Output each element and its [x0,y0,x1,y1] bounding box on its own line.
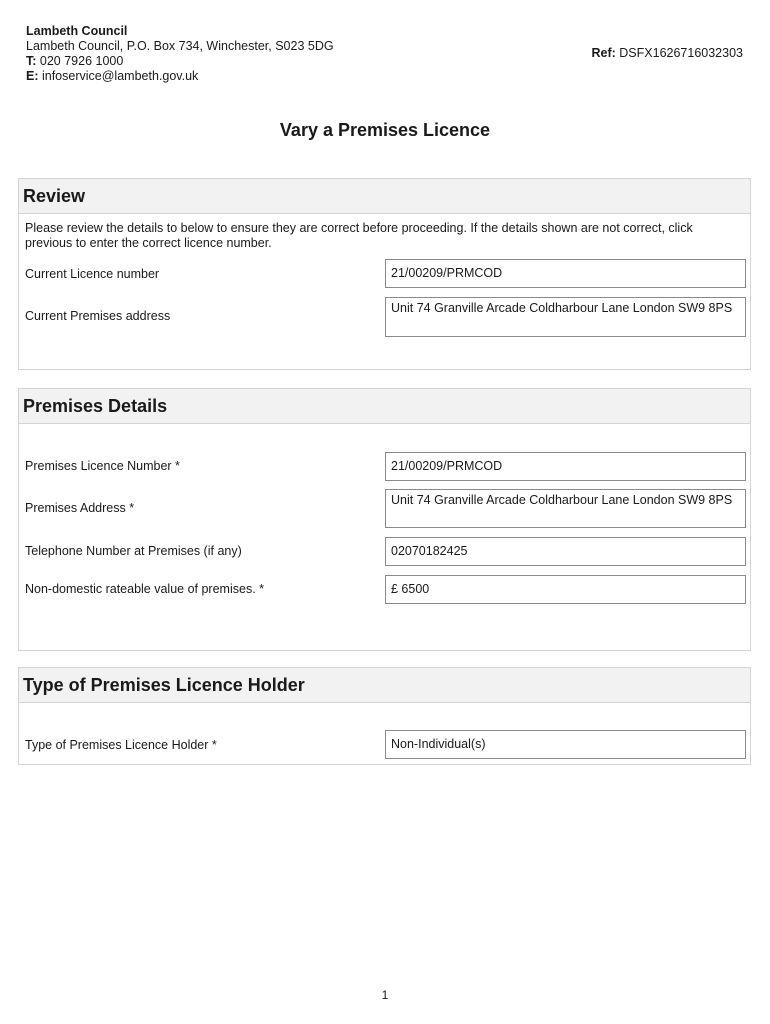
phone-label: T: [26,54,37,68]
page-number: 1 [381,988,389,1002]
ref-value: DSFX1626716032303 [619,46,743,60]
org-email: infoservice@lambeth.gov.uk [41,69,199,83]
current-address-field[interactable]: Unit 74 Granville Arcade Coldharbour Lane London SW9 8PS [385,297,746,337]
email-label: E: [26,69,39,83]
licence-number-field[interactable]: 21/00209/PRMCOD [385,452,746,481]
rateable-value-label: Non-domestic rateable value of premises. * [25,582,265,596]
current-licence-field[interactable]: 21/00209/PRMCOD [385,259,746,288]
holder-section [18,667,751,765]
telephone-field[interactable]: 02070182425 [385,537,746,566]
telephone-label: Telephone Number at Premises (if any) [25,544,242,558]
org-phone-line [26,54,334,69]
review-section [18,178,751,370]
premises-address-label: Premises Address * [25,501,135,515]
review-intro: Please review the details to below to ensure they are correct before proceeding. If the details shown are not correct, click previous to enter the correct licence number. [25,221,693,250]
licence-number-label: Premises Licence Number * [25,459,180,473]
premises-address-field[interactable]: Unit 74 Granville Arcade Coldharbour Lane London SW9 8PS [385,489,746,528]
holder-heading: Type of Premises Licence Holder [19,668,750,703]
holder-type-label: Type of Premises Licence Holder * [25,738,217,752]
council-header [26,24,334,84]
premises-section [18,388,751,651]
org-name: Lambeth Council [26,24,128,38]
premises-heading: Premises Details [19,389,750,424]
document-title: Vary a Premises Licence [279,120,491,140]
current-address-label: Current Premises address [25,309,171,323]
org-phone: 020 7926 1000 [39,54,124,68]
ref-label: Ref: [591,46,616,60]
current-licence-label: Current Licence number [25,267,160,281]
reference [591,46,743,60]
rateable-value-field[interactable]: £ 6500 [385,575,746,604]
review-heading: Review [19,179,750,214]
org-address: Lambeth Council, P.O. Box 734, Winchester, S023 5DG [26,39,334,53]
org-email-line [26,69,334,84]
holder-type-field[interactable]: Non-Individual(s) [385,730,746,759]
